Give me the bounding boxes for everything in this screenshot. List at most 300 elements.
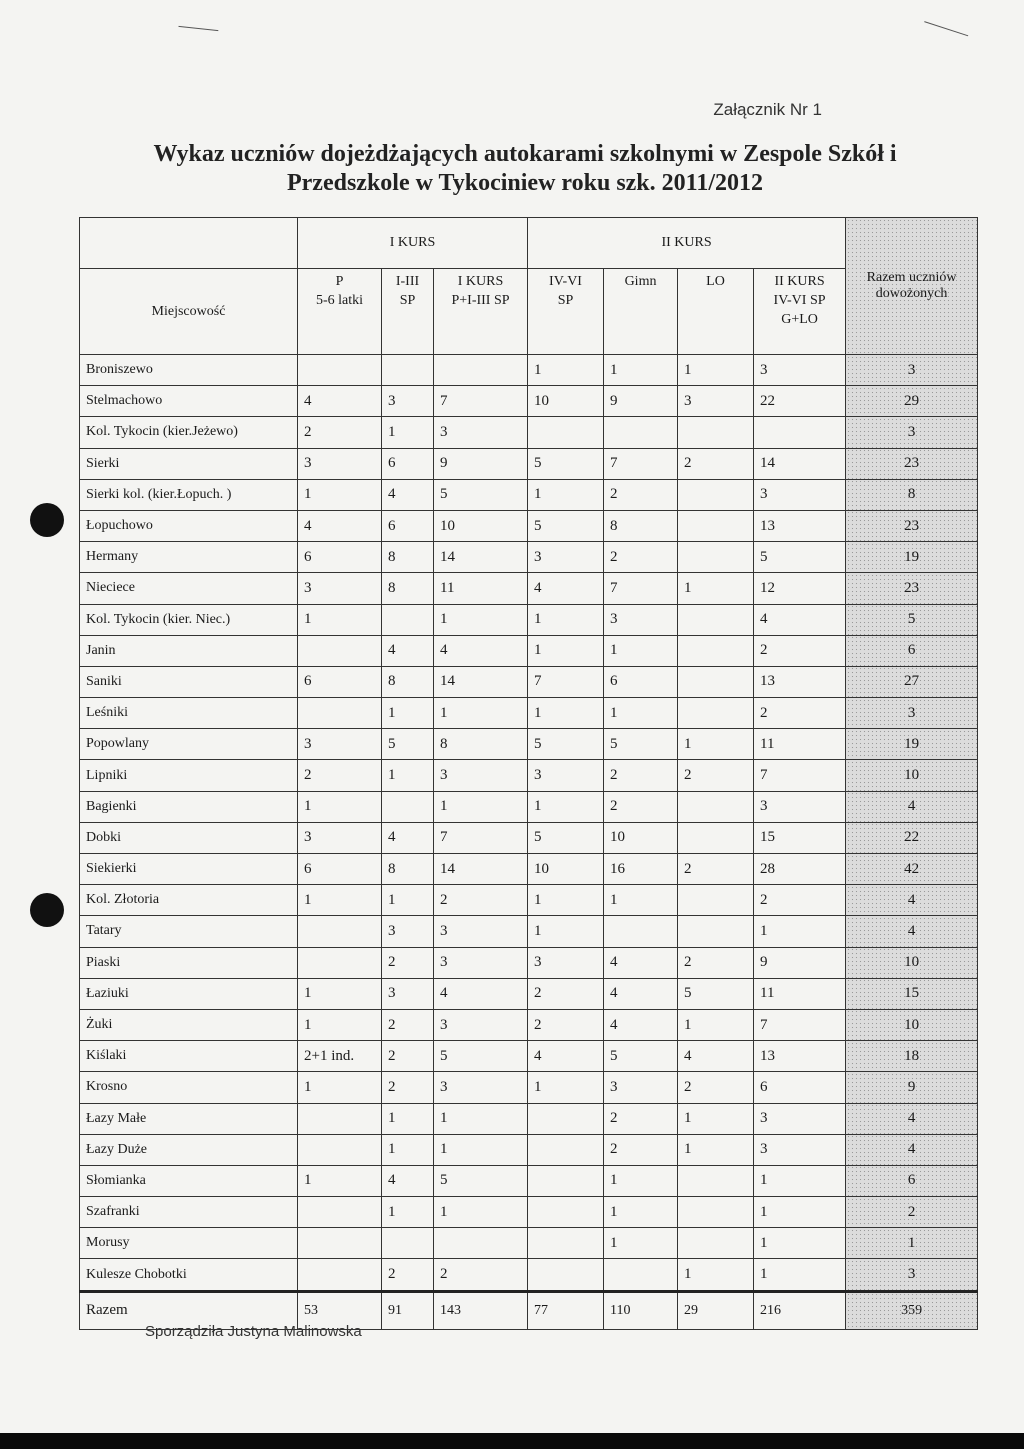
cell-kurs2-total: 1 [754,1259,846,1291]
table-row [80,916,978,947]
cell-gimn: 6 [604,666,678,697]
cell-gimn: 1 [604,1165,678,1196]
header-kurs1-total-line1: I KURS [457,274,504,289]
cell-kurs1-total: 1 [434,604,528,635]
header-gimn [604,269,678,355]
cell-place: Razem [80,1291,298,1329]
cell-kurs1-total: 3 [434,1072,528,1103]
cell-kurs1-total: 14 [434,666,528,697]
cell-i-iii: 1 [382,698,434,729]
table-row [80,760,978,791]
cell-p [298,1103,382,1134]
header-i-iii-line2: SP [399,293,416,308]
cell-kurs2-total: 216 [754,1291,846,1329]
table-row [80,1165,978,1196]
cell-iv-vi: 77 [528,1291,604,1329]
cell-gimn: 2 [604,791,678,822]
header-gimn-line1: Gimn [624,274,657,289]
document-title: Wykaz uczniów dojeżdżających autokarami szkolnymi w Zespole Szkół i Przedszkole w Tykociniew roku szk. 2011/2012 [153,141,897,196]
cell-kurs1-total: 14 [434,542,528,573]
cell-kurs2-total: 3 [754,355,846,386]
cell-iv-vi: 1 [528,698,604,729]
cell-p [298,1259,382,1291]
cell-place: Szafranki [80,1197,298,1228]
cell-gimn: 7 [604,573,678,604]
cell-kurs2-total: 7 [754,1009,846,1040]
scan-bottom-edge [0,1433,1024,1449]
cell-kurs1-total: 143 [434,1291,528,1329]
cell-total: 22 [846,822,978,853]
cell-gimn: 1 [604,885,678,916]
cell-iv-vi [528,417,604,448]
cell-total: 4 [846,916,978,947]
cell-gimn: 10 [604,822,678,853]
cell-kurs1-total: 14 [434,854,528,885]
cell-gimn: 4 [604,978,678,1009]
cell-kurs1-total: 3 [434,417,528,448]
cell-kurs2-total: 4 [754,604,846,635]
cell-lo [678,635,754,666]
cell-kurs2-total: 1 [754,1228,846,1259]
cell-gimn: 1 [604,635,678,666]
cell-i-iii [382,604,434,635]
cell-i-iii: 6 [382,448,434,479]
cell-place: Bagienki [80,791,298,822]
cell-total: 3 [846,417,978,448]
cell-total: 23 [846,448,978,479]
cell-iv-vi: 5 [528,510,604,541]
cell-lo: 1 [678,355,754,386]
cell-gimn: 2 [604,760,678,791]
table-row [80,510,978,541]
corner-mark-right [922,21,969,44]
cell-i-iii: 8 [382,666,434,697]
cell-kurs2-total: 11 [754,729,846,760]
cell-place: Saniki [80,666,298,697]
cell-iv-vi: 3 [528,542,604,573]
cell-place: Łopuchowo [80,510,298,541]
cell-lo [678,1228,754,1259]
cell-p: 1 [298,1009,382,1040]
cell-total: 4 [846,1134,978,1165]
cell-p: 3 [298,822,382,853]
header-p [298,269,382,355]
cell-place: Kol. Tykocin (kier.Jeżewo) [80,417,298,448]
table-row [80,1041,978,1072]
cell-kurs1-total: 1 [434,1103,528,1134]
table-row [80,417,978,448]
cell-place: Piaski [80,947,298,978]
cell-total: 3 [846,355,978,386]
cell-gimn: 4 [604,1009,678,1040]
cell-total: 5 [846,604,978,635]
cell-lo: 29 [678,1291,754,1329]
cell-p: 1 [298,479,382,510]
table-row [80,1197,978,1228]
cell-iv-vi: 10 [528,386,604,417]
cell-p: 6 [298,854,382,885]
cell-kurs2-total: 14 [754,448,846,479]
cell-iv-vi: 1 [528,604,604,635]
cell-kurs1-total: 2 [434,885,528,916]
cell-kurs2-total: 13 [754,510,846,541]
cell-iv-vi: 1 [528,355,604,386]
cell-total: 18 [846,1041,978,1072]
cell-kurs2-total [754,417,846,448]
cell-place: Hermany [80,542,298,573]
cell-iv-vi: 4 [528,573,604,604]
cell-lo: 1 [678,729,754,760]
cell-i-iii: 5 [382,729,434,760]
cell-kurs2-total: 1 [754,1165,846,1196]
cell-total: 27 [846,666,978,697]
cell-i-iii [382,791,434,822]
cell-i-iii: 4 [382,635,434,666]
cell-p [298,1228,382,1259]
cell-lo: 2 [678,760,754,791]
cell-place: Dobki [80,822,298,853]
cell-lo: 2 [678,448,754,479]
header-kurs1-total-line2: P+I-III SP [451,293,510,308]
cell-iv-vi [528,1197,604,1228]
table-row [80,729,978,760]
cell-p: 3 [298,729,382,760]
cell-p: 4 [298,386,382,417]
cell-iv-vi: 5 [528,448,604,479]
cell-i-iii: 1 [382,885,434,916]
cell-iv-vi: 2 [528,1009,604,1040]
table-row [80,947,978,978]
header-place: Miejscowość [80,269,298,355]
header-empty-cell [80,218,298,269]
cell-p [298,1197,382,1228]
cell-place: Tatary [80,916,298,947]
cell-iv-vi: 1 [528,479,604,510]
cell-gimn: 2 [604,1134,678,1165]
cell-i-iii: 3 [382,916,434,947]
cell-lo [678,510,754,541]
cell-total: 42 [846,854,978,885]
cell-kurs1-total: 7 [434,822,528,853]
cell-i-iii: 1 [382,760,434,791]
cell-p: 1 [298,978,382,1009]
cell-place: Nieciece [80,573,298,604]
table-row [80,355,978,386]
cell-gimn [604,417,678,448]
cell-p [298,916,382,947]
cell-lo [678,916,754,947]
cell-place: Morusy [80,1228,298,1259]
header-total: Razem uczniów dowożonych [846,218,978,355]
cell-place: Siekierki [80,854,298,885]
cell-i-iii: 1 [382,1197,434,1228]
cell-gimn: 4 [604,947,678,978]
cell-kurs2-total: 3 [754,791,846,822]
cell-iv-vi: 7 [528,666,604,697]
cell-total: 9 [846,1072,978,1103]
cell-total: 19 [846,729,978,760]
cell-total: 6 [846,635,978,666]
cell-kurs2-total: 2 [754,635,846,666]
cell-place: Krosno [80,1072,298,1103]
cell-lo: 5 [678,978,754,1009]
cell-place: Łaziuki [80,978,298,1009]
cell-total: 8 [846,479,978,510]
cell-place: Słomianka [80,1165,298,1196]
header-p-line1: P [335,274,344,289]
cell-kurs1-total: 3 [434,760,528,791]
table-row [80,604,978,635]
cell-kurs2-total: 3 [754,1103,846,1134]
header-group-kurs2: II KURS [528,218,846,269]
table-row [80,1259,978,1291]
cell-kurs2-total: 15 [754,822,846,853]
cell-total: 6 [846,1165,978,1196]
table-row [80,698,978,729]
header-p-line2: 5-6 latki [315,293,364,308]
cell-lo: 1 [678,1103,754,1134]
cell-iv-vi: 4 [528,1041,604,1072]
table-row [80,1103,978,1134]
cell-i-iii: 4 [382,822,434,853]
table-body [80,355,978,1330]
cell-place: Kiślaki [80,1041,298,1072]
cell-lo: 2 [678,947,754,978]
cell-place: Łazy Duże [80,1134,298,1165]
cell-iv-vi [528,1134,604,1165]
cell-p: 6 [298,542,382,573]
cell-kurs1-total: 9 [434,448,528,479]
cell-i-iii [382,355,434,386]
table-row [80,386,978,417]
punch-hole-bottom [30,893,64,927]
cell-lo: 2 [678,1072,754,1103]
cell-gimn: 110 [604,1291,678,1329]
cell-kurs1-total: 3 [434,916,528,947]
cell-gimn: 5 [604,1041,678,1072]
attachment-label: Załącznik Nr 1 [713,100,822,119]
cell-i-iii: 2 [382,1259,434,1291]
table-row [80,854,978,885]
table-row [80,666,978,697]
cell-iv-vi: 1 [528,916,604,947]
cell-iv-vi [528,1103,604,1134]
table-row [80,885,978,916]
cell-p: 2+1 ind. [298,1041,382,1072]
cell-p: 2 [298,760,382,791]
cell-kurs2-total: 28 [754,854,846,885]
cell-i-iii: 1 [382,1134,434,1165]
cell-i-iii: 2 [382,1072,434,1103]
header-iv-vi-line1: IV-VI [549,274,582,289]
cell-i-iii: 3 [382,386,434,417]
prepared-by: Sporządziła Justyna Malinowska [145,1323,362,1340]
cell-kurs1-total: 5 [434,1041,528,1072]
cell-kurs2-total: 22 [754,386,846,417]
table-row [80,822,978,853]
cell-lo: 2 [678,854,754,885]
cell-iv-vi: 1 [528,885,604,916]
cell-i-iii: 4 [382,1165,434,1196]
table-row [80,791,978,822]
cell-iv-vi [528,1259,604,1291]
cell-iv-vi: 1 [528,791,604,822]
cell-kurs2-total: 2 [754,698,846,729]
cell-i-iii: 8 [382,854,434,885]
cell-kurs1-total: 3 [434,947,528,978]
cell-kurs1-total: 3 [434,1009,528,1040]
cell-gimn [604,1259,678,1291]
cell-gimn: 1 [604,698,678,729]
cell-total: 1 [846,1228,978,1259]
cell-kurs1-total: 1 [434,791,528,822]
header-kurs1-total [434,269,528,355]
corner-mark-left [178,26,219,39]
cell-place: Sierki kol. (kier.Łopuch. ) [80,479,298,510]
header-kurs2-total-line2: IV-VI SP [773,293,826,308]
cell-kurs1-total: 4 [434,978,528,1009]
table-row [80,448,978,479]
cell-kurs1-total: 4 [434,635,528,666]
cell-gimn: 3 [604,1072,678,1103]
cell-total: 4 [846,791,978,822]
cell-i-iii: 2 [382,947,434,978]
cell-i-iii: 1 [382,417,434,448]
cell-place: Broniszewo [80,355,298,386]
cell-gimn: 8 [604,510,678,541]
table-row [80,479,978,510]
table-row [80,978,978,1009]
cell-i-iii [382,1228,434,1259]
cell-kurs1-total: 8 [434,729,528,760]
cell-i-iii: 1 [382,1103,434,1134]
cell-kurs2-total: 7 [754,760,846,791]
cell-i-iii: 91 [382,1291,434,1329]
cell-p [298,355,382,386]
cell-place: Sierki [80,448,298,479]
cell-place: Stelmachowo [80,386,298,417]
cell-gimn: 5 [604,729,678,760]
cell-total: 23 [846,573,978,604]
cell-gimn: 2 [604,1103,678,1134]
header-lo-line1: LO [706,274,725,289]
cell-kurs1-total: 11 [434,573,528,604]
header-kurs2-total [754,269,846,355]
cell-p: 3 [298,573,382,604]
cell-lo: 3 [678,386,754,417]
header-group-kurs1: I KURS [298,218,528,269]
cell-kurs1-total: 1 [434,1197,528,1228]
cell-kurs1-total: 2 [434,1259,528,1291]
header-iv-vi-line2: SP [557,293,574,308]
cell-gimn: 1 [604,1197,678,1228]
header-iv-vi [528,269,604,355]
cell-place: Łazy Małe [80,1103,298,1134]
cell-total: 23 [846,510,978,541]
cell-place: Kol. Tykocin (kier. Niec.) [80,604,298,635]
cell-i-iii: 3 [382,978,434,1009]
cell-total: 29 [846,386,978,417]
table-row [80,573,978,604]
table-row [80,1009,978,1040]
cell-i-iii: 2 [382,1041,434,1072]
cell-lo [678,666,754,697]
cell-gimn: 9 [604,386,678,417]
cell-total: 10 [846,760,978,791]
cell-p [298,698,382,729]
cell-kurs1-total: 5 [434,1165,528,1196]
cell-lo: 1 [678,1009,754,1040]
cell-lo [678,542,754,573]
header-lo [678,269,754,355]
cell-gimn: 3 [604,604,678,635]
cell-p: 2 [298,417,382,448]
cell-place: Kol. Złotoria [80,885,298,916]
cell-kurs2-total: 2 [754,885,846,916]
table-row [80,1134,978,1165]
cell-p: 4 [298,510,382,541]
cell-lo: 1 [678,573,754,604]
cell-iv-vi: 5 [528,822,604,853]
cell-i-iii: 4 [382,479,434,510]
cell-gimn: 1 [604,1228,678,1259]
cell-p: 6 [298,666,382,697]
cell-p: 3 [298,448,382,479]
cell-kurs2-total: 3 [754,479,846,510]
cell-place: Lipniki [80,760,298,791]
cell-kurs2-total: 11 [754,978,846,1009]
cell-total: 10 [846,1009,978,1040]
cell-kurs1-total: 10 [434,510,528,541]
cell-kurs1-total: 1 [434,698,528,729]
cell-kurs2-total: 9 [754,947,846,978]
cell-p: 1 [298,1072,382,1103]
cell-lo [678,698,754,729]
cell-p: 1 [298,885,382,916]
cell-kurs1-total [434,355,528,386]
cell-place: Żuki [80,1009,298,1040]
cell-lo [678,417,754,448]
cell-kurs2-total: 12 [754,573,846,604]
cell-p: 1 [298,604,382,635]
cell-lo: 1 [678,1134,754,1165]
punch-hole-top [30,503,64,537]
cell-lo [678,791,754,822]
cell-iv-vi: 2 [528,978,604,1009]
cell-i-iii: 6 [382,510,434,541]
cell-kurs2-total: 1 [754,1197,846,1228]
cell-total: 19 [846,542,978,573]
cell-lo [678,1165,754,1196]
table-row [80,542,978,573]
cell-kurs2-total: 13 [754,666,846,697]
cell-i-iii: 8 [382,542,434,573]
header-i-iii-line1: I-III [395,274,420,289]
cell-lo [678,822,754,853]
cell-lo: 1 [678,1259,754,1291]
cell-iv-vi [528,1228,604,1259]
cell-gimn: 1 [604,355,678,386]
cell-place: Kulesze Chobotki [80,1259,298,1291]
header-i-iii [382,269,434,355]
cell-lo [678,479,754,510]
cell-kurs1-total [434,1228,528,1259]
cell-p: 1 [298,1165,382,1196]
cell-kurs2-total: 1 [754,916,846,947]
cell-iv-vi: 1 [528,1072,604,1103]
cell-kurs1-total: 7 [434,386,528,417]
header-kurs2-total-line1: II KURS [774,274,825,289]
